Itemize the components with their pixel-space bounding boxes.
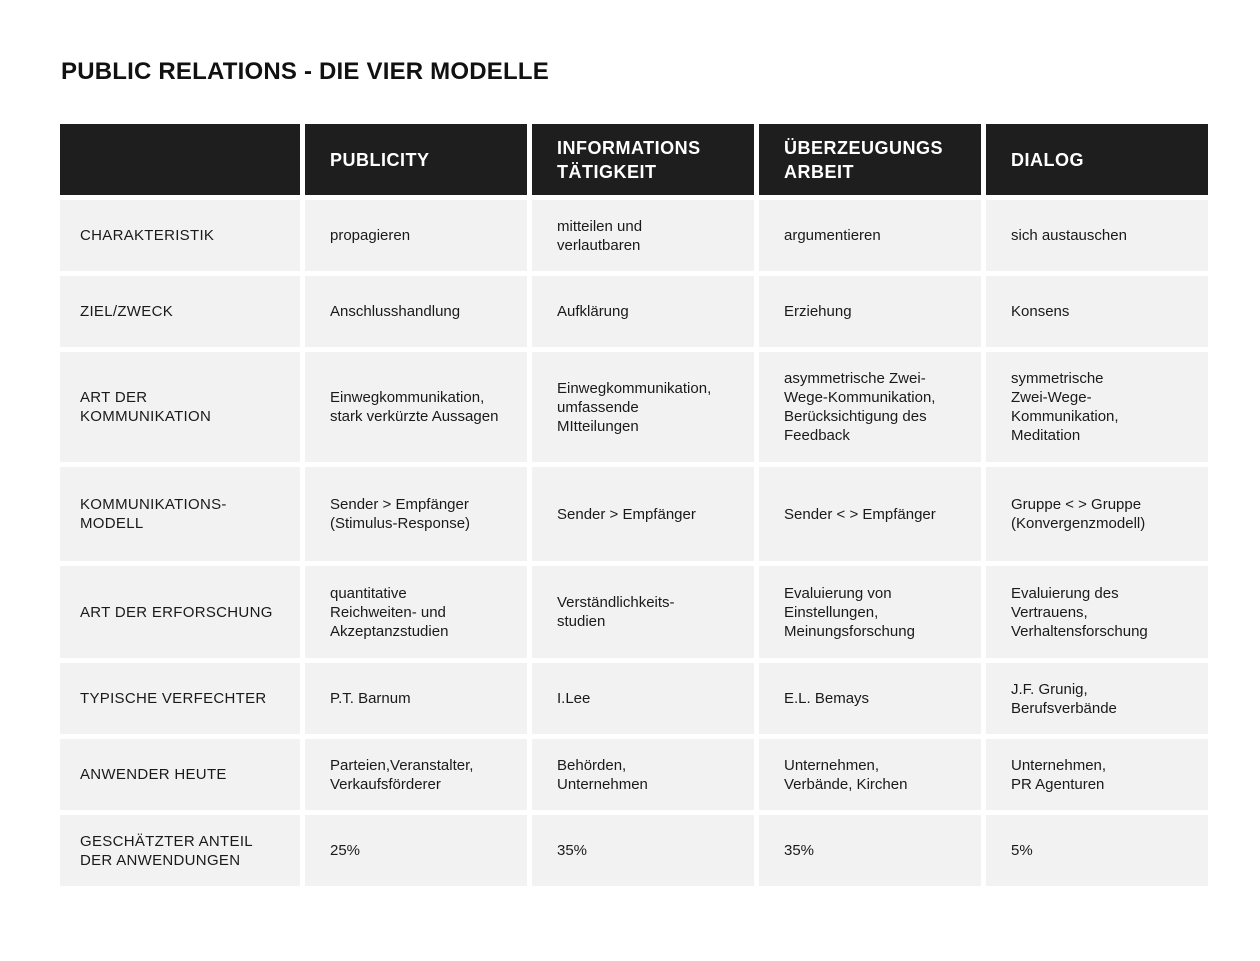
row-label-anwender-heute: ANWENDER HEUTE bbox=[60, 739, 300, 810]
table-cell: sich austauschen bbox=[986, 200, 1208, 271]
row-label-typische-verfechter: TYPISCHE VERFECHTER bbox=[60, 663, 300, 734]
table-cell: argumentieren bbox=[759, 200, 981, 271]
column-header-informationstaetigkeit: INFORMATIONS TÄTIGKEIT bbox=[532, 124, 754, 195]
column-header-publicity: PUBLICITY bbox=[305, 124, 527, 195]
table-cell: Sender > Empfänger bbox=[532, 467, 754, 561]
page-title: PUBLIC RELATIONS - DIE VIER MODELLE bbox=[61, 58, 549, 85]
table-cell: Evaluierung von Einstellungen, Meinungsforschung bbox=[759, 566, 981, 658]
table-cell: Verständlichkeits- studien bbox=[532, 566, 754, 658]
table-cell: 35% bbox=[759, 815, 981, 886]
table-cell: Behörden, Unternehmen bbox=[532, 739, 754, 810]
table-cell: Gruppe < > Gruppe (Konvergenzmodell) bbox=[986, 467, 1208, 561]
table-cell: Evaluierung des Vertrauens, Verhaltensforschung bbox=[986, 566, 1208, 658]
table-cell: asymmetrische Zwei- Wege-Kommunikation, Berücksichtigung des Feedback bbox=[759, 352, 981, 462]
table-cell: Aufklärung bbox=[532, 276, 754, 347]
table-cell: Erziehung bbox=[759, 276, 981, 347]
table-cell: mitteilen und verlautbaren bbox=[532, 200, 754, 271]
table-cell: 5% bbox=[986, 815, 1208, 886]
table-cell: J.F. Grunig, Berufsverbände bbox=[986, 663, 1208, 734]
table-cell: Sender > Empfänger (Stimulus-Response) bbox=[305, 467, 527, 561]
row-label-art-der-erforschung: ART DER ERFORSCHUNG bbox=[60, 566, 300, 658]
table-cell: quantitative Reichweiten- und Akzeptanzstudien bbox=[305, 566, 527, 658]
table-cell: Unternehmen, PR Agenturen bbox=[986, 739, 1208, 810]
row-label-charakteristik: CHARAKTERISTIK bbox=[60, 200, 300, 271]
table-cell: propagieren bbox=[305, 200, 527, 271]
row-label-art-der-kommunikation: ART DER KOMMUNIKATION bbox=[60, 352, 300, 462]
table-cell: symmetrische Zwei-Wege- Kommunikation, Meditation bbox=[986, 352, 1208, 462]
row-label-kommunikationsmodell: KOMMUNIKATIONS- MODELL bbox=[60, 467, 300, 561]
table-cell: Parteien,Veranstalter, Verkaufsförderer bbox=[305, 739, 527, 810]
table-cell: Anschlusshandlung bbox=[305, 276, 527, 347]
table-cell: 35% bbox=[532, 815, 754, 886]
table-cell: 25% bbox=[305, 815, 527, 886]
table-cell: P.T. Barnum bbox=[305, 663, 527, 734]
row-label-ziel-zweck: ZIEL/ZWECK bbox=[60, 276, 300, 347]
column-header-ueberzeugungsarbeit: ÜBERZEUGUNGS ARBEIT bbox=[759, 124, 981, 195]
table-cell: Einwegkommunikation, stark verkürzte Aussagen bbox=[305, 352, 527, 462]
table-cell: Konsens bbox=[986, 276, 1208, 347]
pr-models-table bbox=[60, 124, 1205, 886]
column-header-dialog: DIALOG bbox=[986, 124, 1208, 195]
row-label-geschaetzter-anteil: GESCHÄTZTER ANTEIL DER ANWENDUNGEN bbox=[60, 815, 300, 886]
table-cell: I.Lee bbox=[532, 663, 754, 734]
table-cell: Unternehmen, Verbände, Kirchen bbox=[759, 739, 981, 810]
header-corner-cell bbox=[60, 124, 300, 195]
table-cell: Einwegkommunikation, umfassende MItteilungen bbox=[532, 352, 754, 462]
table-cell: E.L. Bemays bbox=[759, 663, 981, 734]
table-cell: Sender < > Empfänger bbox=[759, 467, 981, 561]
